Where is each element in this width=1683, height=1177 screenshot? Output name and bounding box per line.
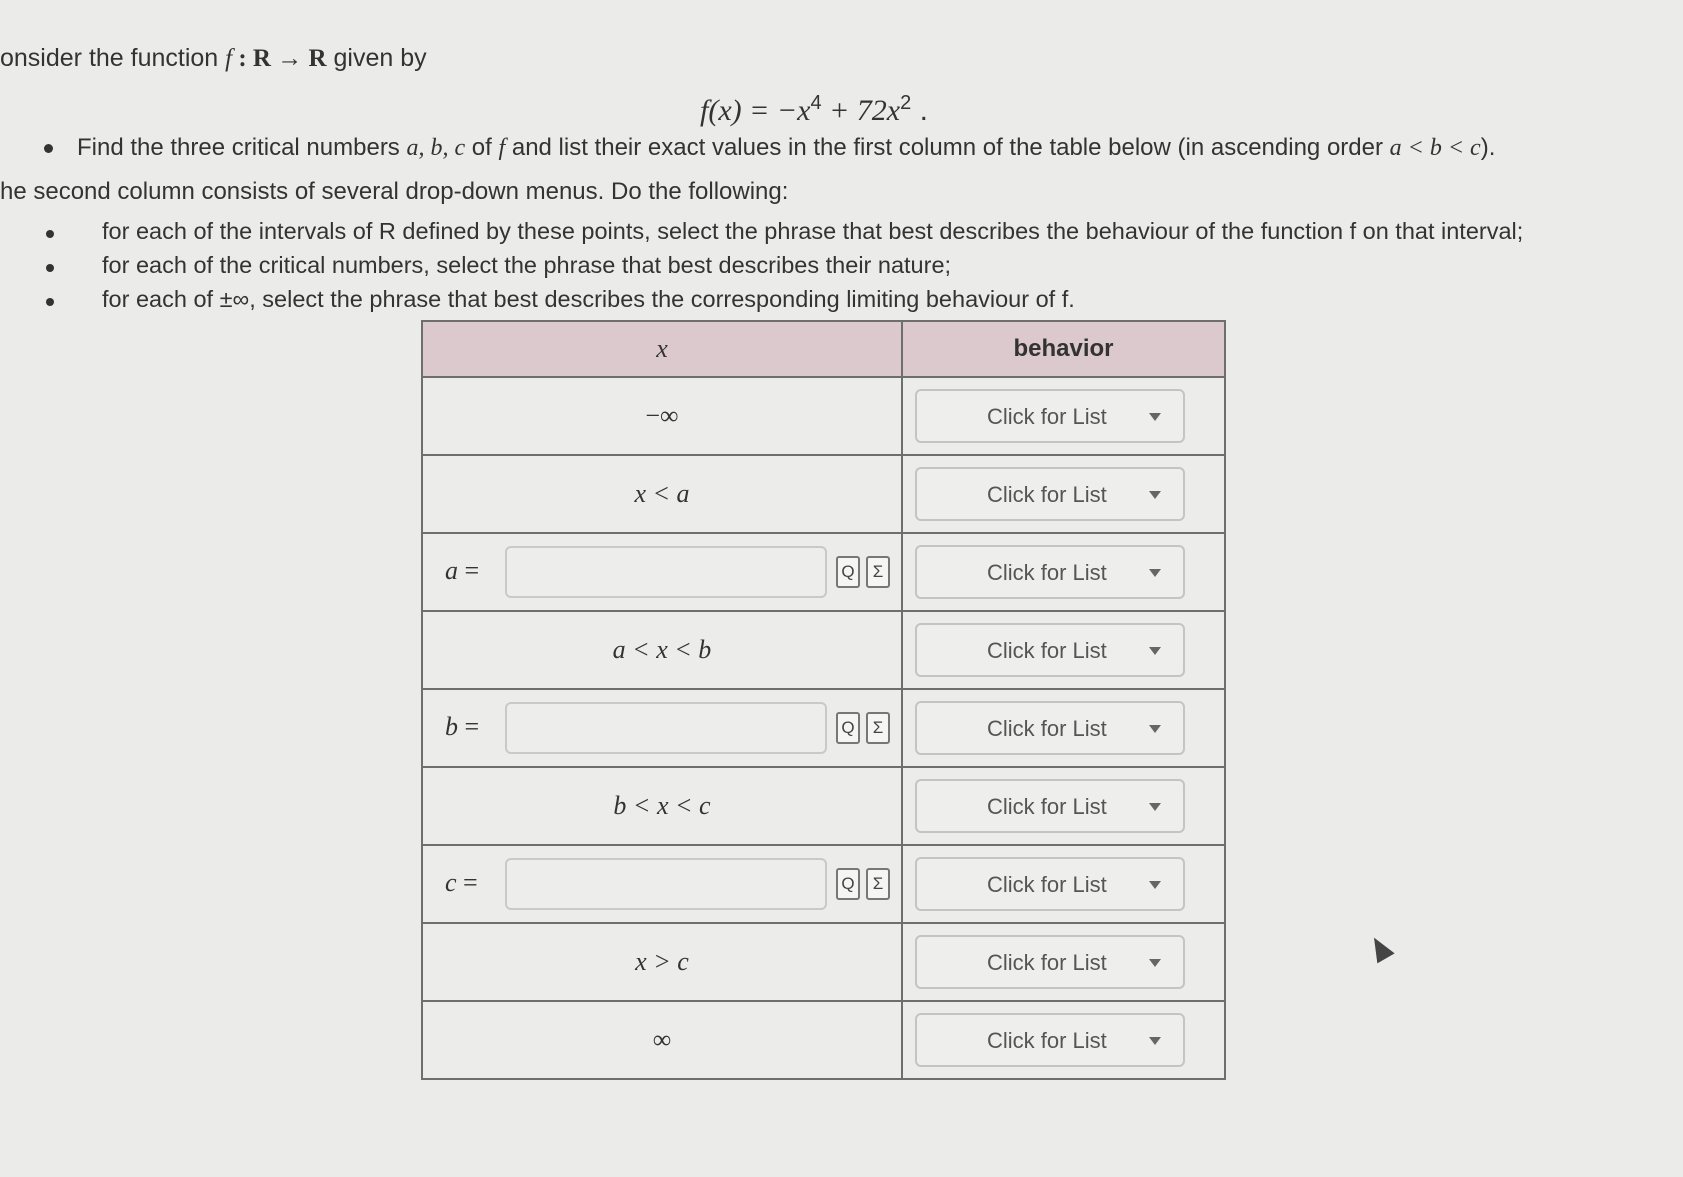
table-row bbox=[422, 923, 1225, 1001]
behavior-cell bbox=[902, 767, 1225, 845]
behavior-dropdown-neg-inf[interactable] bbox=[915, 389, 1185, 443]
table-row bbox=[422, 767, 1225, 845]
chevron-down-icon bbox=[1149, 1037, 1161, 1045]
find-mid: of bbox=[465, 134, 499, 161]
equals-sign: = bbox=[458, 712, 480, 741]
a-cell bbox=[422, 533, 902, 611]
x-cell-gt-c: x > c bbox=[422, 923, 902, 1001]
behavior-cell bbox=[902, 923, 1225, 1001]
formula-lhs: f(x) = −x bbox=[700, 94, 811, 127]
behavior-dropdown-pos-inf[interactable] bbox=[915, 1013, 1185, 1067]
formula-end: . bbox=[911, 94, 928, 127]
sigma-icon[interactable]: Σ bbox=[866, 868, 890, 900]
bullet-text: for each of ±∞, select the phrase that best describes the corresponding limiting behaviour of f. bbox=[102, 286, 1075, 312]
intro-text: onsider the function bbox=[0, 44, 226, 72]
dropdown-label: Click for List bbox=[986, 872, 1107, 897]
x-cell-pos-inf: ∞ bbox=[422, 1001, 902, 1079]
bullet-text: for each of the critical numbers, select the phrase that best describes their nature; bbox=[102, 252, 952, 278]
behavior-cell bbox=[902, 611, 1225, 689]
find-order: a < b < c bbox=[1389, 135, 1481, 161]
table-row bbox=[422, 611, 1225, 689]
b-input-row bbox=[423, 690, 901, 766]
x-cell-lt-a: x < a bbox=[422, 455, 902, 533]
dropdown-label: Click for List bbox=[986, 794, 1107, 819]
find-vars: a, b, c bbox=[406, 135, 466, 161]
a-var: a bbox=[445, 556, 458, 585]
find-post: and list their exact values in the first column of the table below (in ascending order bbox=[505, 134, 1390, 161]
preview-icon[interactable]: Q bbox=[836, 868, 860, 900]
sigma-icon[interactable]: Σ bbox=[866, 712, 890, 744]
bullet-icon bbox=[46, 264, 54, 272]
behavior-dropdown-b[interactable] bbox=[915, 701, 1185, 755]
function-formula bbox=[700, 92, 928, 128]
header-x: x bbox=[422, 321, 902, 377]
dropdown-label: Click for List bbox=[986, 638, 1107, 663]
behavior-cell bbox=[902, 377, 1225, 455]
intro-func: f bbox=[225, 45, 233, 72]
behavior-dropdown-a[interactable] bbox=[915, 545, 1185, 599]
x-cell-neg-inf: −∞ bbox=[422, 377, 902, 455]
c-input[interactable] bbox=[505, 858, 827, 910]
behavior-dropdown-lt-a[interactable] bbox=[915, 467, 1185, 521]
c-var: c bbox=[445, 868, 457, 897]
chevron-down-icon bbox=[1149, 881, 1161, 889]
behavior-cell bbox=[902, 689, 1225, 767]
chevron-down-icon bbox=[1149, 959, 1161, 967]
equals-sign: = bbox=[458, 556, 480, 585]
mouse-cursor-icon bbox=[1365, 933, 1394, 964]
problem-intro bbox=[0, 44, 427, 73]
dropdown-label: Click for List bbox=[986, 950, 1107, 975]
c-input-row bbox=[423, 846, 901, 922]
bullet-text: for each of the intervals of R defined by these points, select the phrase that best describes the behaviour of the function f on that interval; bbox=[102, 218, 1524, 244]
formula-exp1: 4 bbox=[810, 92, 822, 114]
dropdown-label: Click for List bbox=[986, 560, 1107, 585]
behavior-dropdown-a-b[interactable] bbox=[915, 623, 1185, 677]
a-input-row bbox=[423, 534, 901, 610]
x-cell-a-b: a < x < b bbox=[422, 611, 902, 689]
dropdown-label: Click for List bbox=[986, 404, 1107, 429]
chevron-down-icon bbox=[1149, 647, 1161, 655]
behavior-cell bbox=[902, 455, 1225, 533]
formula-exp2: 2 bbox=[900, 92, 912, 114]
b-cell bbox=[422, 689, 902, 767]
bullet-icon bbox=[46, 298, 54, 306]
behavior-dropdown-c[interactable] bbox=[915, 857, 1185, 911]
find-pre: Find the three critical numbers bbox=[77, 134, 407, 161]
dropdown-label: Click for List bbox=[986, 482, 1107, 507]
preview-icon[interactable]: Q bbox=[836, 712, 860, 744]
bullet-icon bbox=[46, 230, 54, 238]
behavior-cell bbox=[902, 1001, 1225, 1079]
b-var: b bbox=[445, 712, 458, 741]
behavior-table bbox=[421, 320, 1226, 1080]
table-row bbox=[422, 1001, 1225, 1079]
chevron-down-icon bbox=[1149, 491, 1161, 499]
b-input[interactable] bbox=[505, 702, 827, 754]
find-end: ). bbox=[1480, 134, 1496, 161]
table-row bbox=[422, 533, 1225, 611]
second-column-instruction: he second column consists of several drop-down menus. Do the following: bbox=[0, 178, 789, 205]
table-row bbox=[422, 689, 1225, 767]
a-input[interactable] bbox=[505, 546, 827, 598]
table-row bbox=[422, 377, 1225, 455]
behavior-cell bbox=[902, 533, 1225, 611]
dropdown-label: Click for List bbox=[986, 716, 1107, 741]
header-behavior: behavior bbox=[902, 321, 1225, 377]
dropdown-label: Click for List bbox=[986, 1028, 1107, 1053]
x-cell-b-c: b < x < c bbox=[422, 767, 902, 845]
chevron-down-icon bbox=[1149, 569, 1161, 577]
behavior-dropdown-b-c[interactable] bbox=[915, 779, 1185, 833]
find-f: f bbox=[498, 135, 506, 161]
bullet-icon bbox=[44, 144, 53, 153]
c-cell bbox=[422, 845, 902, 923]
table-row bbox=[422, 845, 1225, 923]
equals-sign: = bbox=[456, 868, 478, 897]
formula-mid: + 72x bbox=[821, 94, 901, 127]
sigma-icon[interactable]: Σ bbox=[866, 556, 890, 588]
b-label bbox=[445, 712, 479, 742]
chevron-down-icon bbox=[1149, 803, 1161, 811]
preview-icon[interactable]: Q bbox=[836, 556, 860, 588]
chevron-down-icon bbox=[1149, 725, 1161, 733]
intro-text-after: given by bbox=[326, 44, 427, 72]
behavior-cell bbox=[902, 845, 1225, 923]
intro-map: : R → R bbox=[232, 45, 327, 72]
table-row bbox=[422, 455, 1225, 533]
a-label bbox=[445, 556, 479, 586]
behavior-dropdown-gt-c[interactable] bbox=[915, 935, 1185, 989]
find-instruction bbox=[40, 134, 1495, 162]
c-label bbox=[445, 868, 478, 898]
chevron-down-icon bbox=[1149, 413, 1161, 421]
